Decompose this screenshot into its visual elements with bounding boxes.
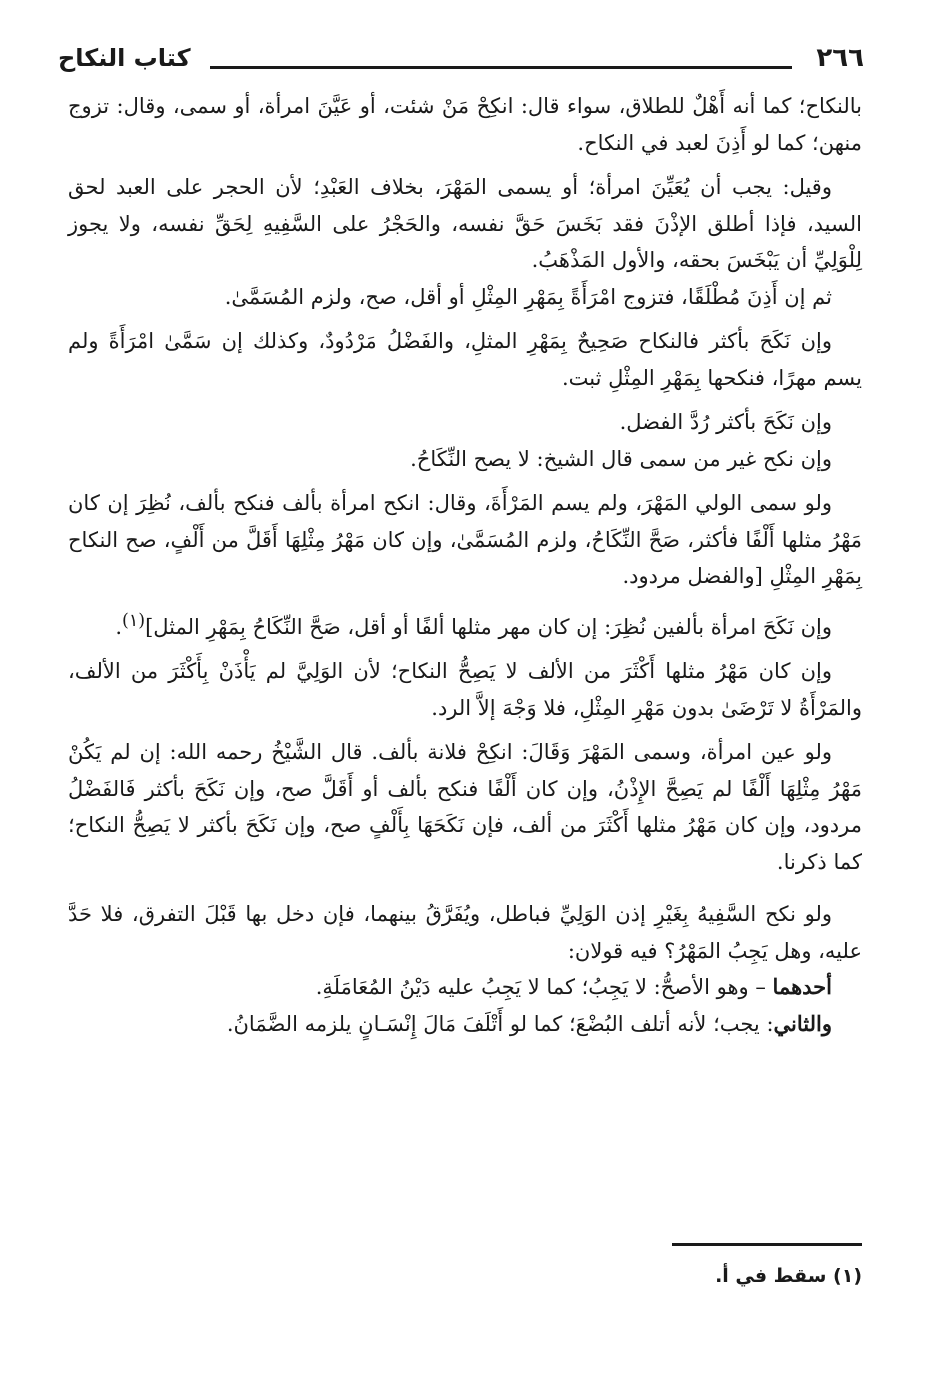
second-opinion-lead: والثاني — [773, 1010, 832, 1036]
first-opinion — [68, 969, 862, 1006]
second-opinion — [68, 1006, 862, 1043]
footnote: (١) سقط في أ. — [715, 1265, 862, 1287]
paragraph: وإن نَكَحَ بأكثر رُدَّ الفضل. — [619, 410, 832, 434]
running-title: كتاب النكاح — [58, 44, 191, 72]
paragraph: وإن نَكَحَ بأكثر فالنكاح صَحِيحٌ بِمَهْرِ المثلِ، والفَضْلُ مَرْدُودٌ، وكذلك إن سَمَّىٰ امْرَأَةً ولم يسم مهرًا، فنكحها بِمَهْرِ المِثْلِ ثبت. — [68, 329, 862, 390]
main-text — [68, 88, 862, 1042]
paragraph-text: وإن نَكَحَ امرأة بألفين نُظِرَ: إن كان مهر مثلها ألفًا أو أقل، صَحَّ النِّكَاحُ بِمَهْرِ المثل] — [145, 614, 832, 639]
page-header — [58, 40, 864, 80]
footnote-rule — [672, 1243, 862, 1246]
footnote-marker: (١) — [122, 610, 146, 631]
paragraph: ولو سمى الولي المَهْرَ، ولم يسم المَرْأَةَ، وقال: انكح امرأة بألف فنكح بألف، نُظِرَ إن كان مَهْرُ مثلها أَلْفًا فأكثر، صَحَّ النِّكَاحُ، ولزم المُسَمَّىٰ، وإن كان مَهْرُ مِثْلِهَا أَقَلَّ من أَلْفٍ، صح النكاح بِمَهْرِ المِثْلِ [والفضل مردود. — [68, 491, 862, 588]
paragraph: وإن كان مَهْرُ مثلها أَكْثَرَ من الألف لا يَصِحُّ النكاح؛ لأن الوَلِيَّ لم يَأْذَنْ بِأَكْثَرَ من الألف، والمَرْأَةُ لا تَرْضَىٰ بدون مَهْرِ المِثْلِ، فلا وَجْهَ إلاَّ الرد. — [68, 659, 862, 720]
paragraph: بالنكاح؛ كما أنه أَهْلٌ للطلاق، سواء قال: انكِحْ مَنْ شئت، أو عَيَّنَ امرأة، أو سمى، وقال: تزوج منهن؛ كما لو أَذِنَ لعبد في النكاح. — [68, 94, 862, 155]
paragraph: ولو عين امرأة، وسمى المَهْرَ وَقَالَ: انكِحْ فلانة بألف. قال الشَّيْخُ رحمه الله: إن لم يَكُنْ مَهْرُ مِثْلِهَا أَلْفًا لم يَصِحَّ الإِذْنُ، وإن كان أَلْفًا فنكح بألف أو أَقَلَّ صح، وإن نَكَحَ بأكثر فَالفَضْلُ مردود، وإن كان مَهْرُ مثلها أَكْثَرَ من ألف، فإن نَكَحَهَا بِأَلْفٍ صح، وإن نَكَحَ بأكثر لا يَصِحُّ النكاح؛ كما ذكرنا. — [68, 740, 862, 874]
header-rule — [210, 66, 792, 69]
second-opinion-text: : يجب؛ لأنه أتلف البُضْعَ؛ كما لو أَتْلَفَ مَالَ إِنْسَـانٍ يلزمه الضَّمَانُ. — [226, 1011, 774, 1036]
first-opinion-text: – وهو الأصحُّ: لا يَجِبُ؛ كما لا يَجِبُ عليه دَيْنُ المُعَامَلَةِ. — [315, 975, 766, 999]
paragraph: ولو نكح السَّفِيهُ بِغَيْرِ إذن الوَلِيِّ فباطل، ويُفَرَّقُ بينهما، فإن دخل بها قَبْلَ التفرق، فلا حَدَّ عليه، وهل يَجِبُ المَهْرُ؟ فيه قولان: — [68, 902, 862, 963]
first-opinion-lead: أحدهما — [772, 974, 832, 999]
paragraph: وإن نكح غير من سمى قال الشيخ: لا يصح النِّكَاحُ. — [410, 446, 832, 471]
paragraph-with-footnote: وإن نَكَحَ امرأة بألفين نُظِرَ: إن كان مهر مثلها ألفًا أو أقل، صَحَّ النِّكَاحُ بِمَهْرِ المثل]$^{(١)}$. — [115, 610, 832, 639]
paragraph: ثم إن أَذِنَ مُطْلَقًا، فتزوج امْرَأَةً بِمَهْرِ المِثْلِ أو أقل، صح، ولزم المُسَمَّىٰ. — [224, 284, 832, 309]
paragraph: وقيل: يجب أن يُعَيِّنَ امرأة؛ أو يسمى المَهْرَ، بخلاف العَبْدِ؛ لأن الحجر على العبد لحق السيد، فإذا أطلق الإذْنَ فقد بَخَسَ حَقَّ نفسه، والحَجْرُ على السَّفِيهِ لِحَقِّ نفسه، ولا يجوز لِلْوَلِيِّ أن يَبْخَسَ بحقه، والأول المَذْهَبُ. — [68, 175, 862, 272]
page-number: ٢٦٦ — [816, 43, 864, 73]
